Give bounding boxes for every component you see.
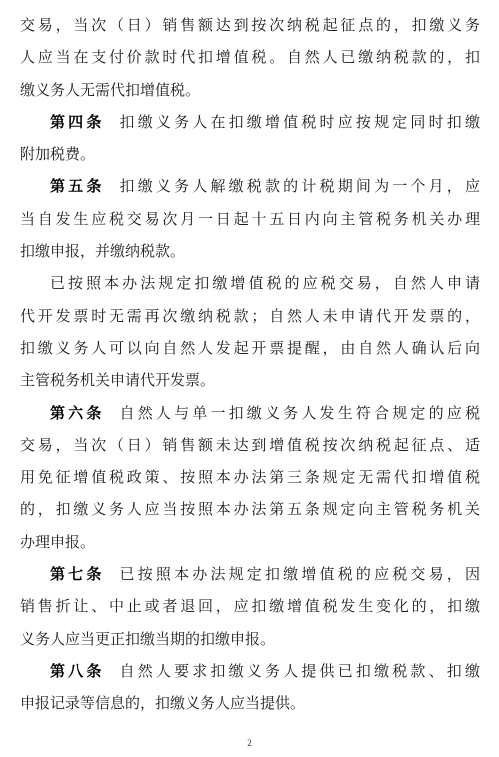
article-6-text: 自然人与单一扣缴义务人发生符合规定的应税 — [119, 403, 480, 422]
paragraph-line: 缴义务人无需代扣增值税。 — [20, 80, 201, 99]
article-7-text: 已按照本办法规定扣缴增值税的应税交易，因 — [119, 565, 480, 584]
article-8-text: 自然人要求扣缴义务人提供已扣缴税款、扣缴 — [119, 661, 480, 680]
article-6-heading: 第六条 — [50, 403, 105, 422]
page-number: 2 — [247, 738, 252, 748]
paragraph-line: 交易，当次（日）销售额达到按次纳税起征点的，扣缴义务 — [20, 16, 480, 34]
article-5-heading: 第五条 — [50, 177, 105, 196]
document-body — [20, 9, 480, 720]
article-8-line — [20, 655, 480, 687]
paragraph-line: 义务人应当更正扣缴当期的扣缴申报。 — [20, 629, 276, 648]
paragraph-line: 附加税费。 — [20, 145, 96, 164]
paragraph-line: 主管税务机关申请代开发票。 — [20, 371, 216, 390]
article-5-line — [20, 170, 480, 202]
paragraph-line: 人应当在支付价款时代扣增值税。自然人已缴纳税款的，扣 — [20, 48, 480, 67]
article-7-line — [20, 558, 480, 590]
article-5-text: 扣缴义务人解缴税款的计税期间为一个月，应 — [119, 177, 480, 196]
article-4-line — [20, 106, 480, 138]
paragraph-line: 交易，当次（日）销售额未达到增值税按次纳税起征点、适 — [20, 435, 480, 454]
article-7-heading: 第七条 — [50, 565, 105, 584]
paragraph-line: 已按照本办法规定扣缴增值税的应税交易，自然人申请 — [50, 274, 480, 293]
article-4-text: 扣缴义务人在扣缴增值税时应按规定同时扣缴 — [119, 112, 480, 131]
paragraph-line: 扣缴申报，并缴纳税款。 — [20, 242, 186, 261]
paragraph-line: 代开发票时无需再次缴纳税款；自然人未申请代开发票的， — [20, 306, 480, 325]
paragraph-line: 申报记录等信息的，扣缴义务人应当提供。 — [20, 694, 306, 713]
article-8-heading: 第八条 — [50, 661, 105, 680]
paragraph-line: 销售折让、中止或者退回，应扣缴增值税发生变化的，扣缴 — [20, 597, 480, 616]
paragraph-line: 扣缴义务人可以向自然人发起开票提醒，由自然人确认后向 — [20, 338, 480, 357]
paragraph-line: 用免征增值税政策、按照本办法第三条规定无需代扣增值税 — [20, 468, 480, 487]
article-6-line — [20, 397, 480, 429]
paragraph-line: 办理申报。 — [20, 532, 96, 551]
article-4-heading: 第四条 — [50, 112, 105, 131]
paragraph-line: 的，扣缴义务人应当按照本办法第五条规定向主管税务机关 — [20, 500, 480, 519]
paragraph-line: 当自发生应税交易次月一日起十五日内向主管税务机关办理 — [20, 209, 480, 228]
